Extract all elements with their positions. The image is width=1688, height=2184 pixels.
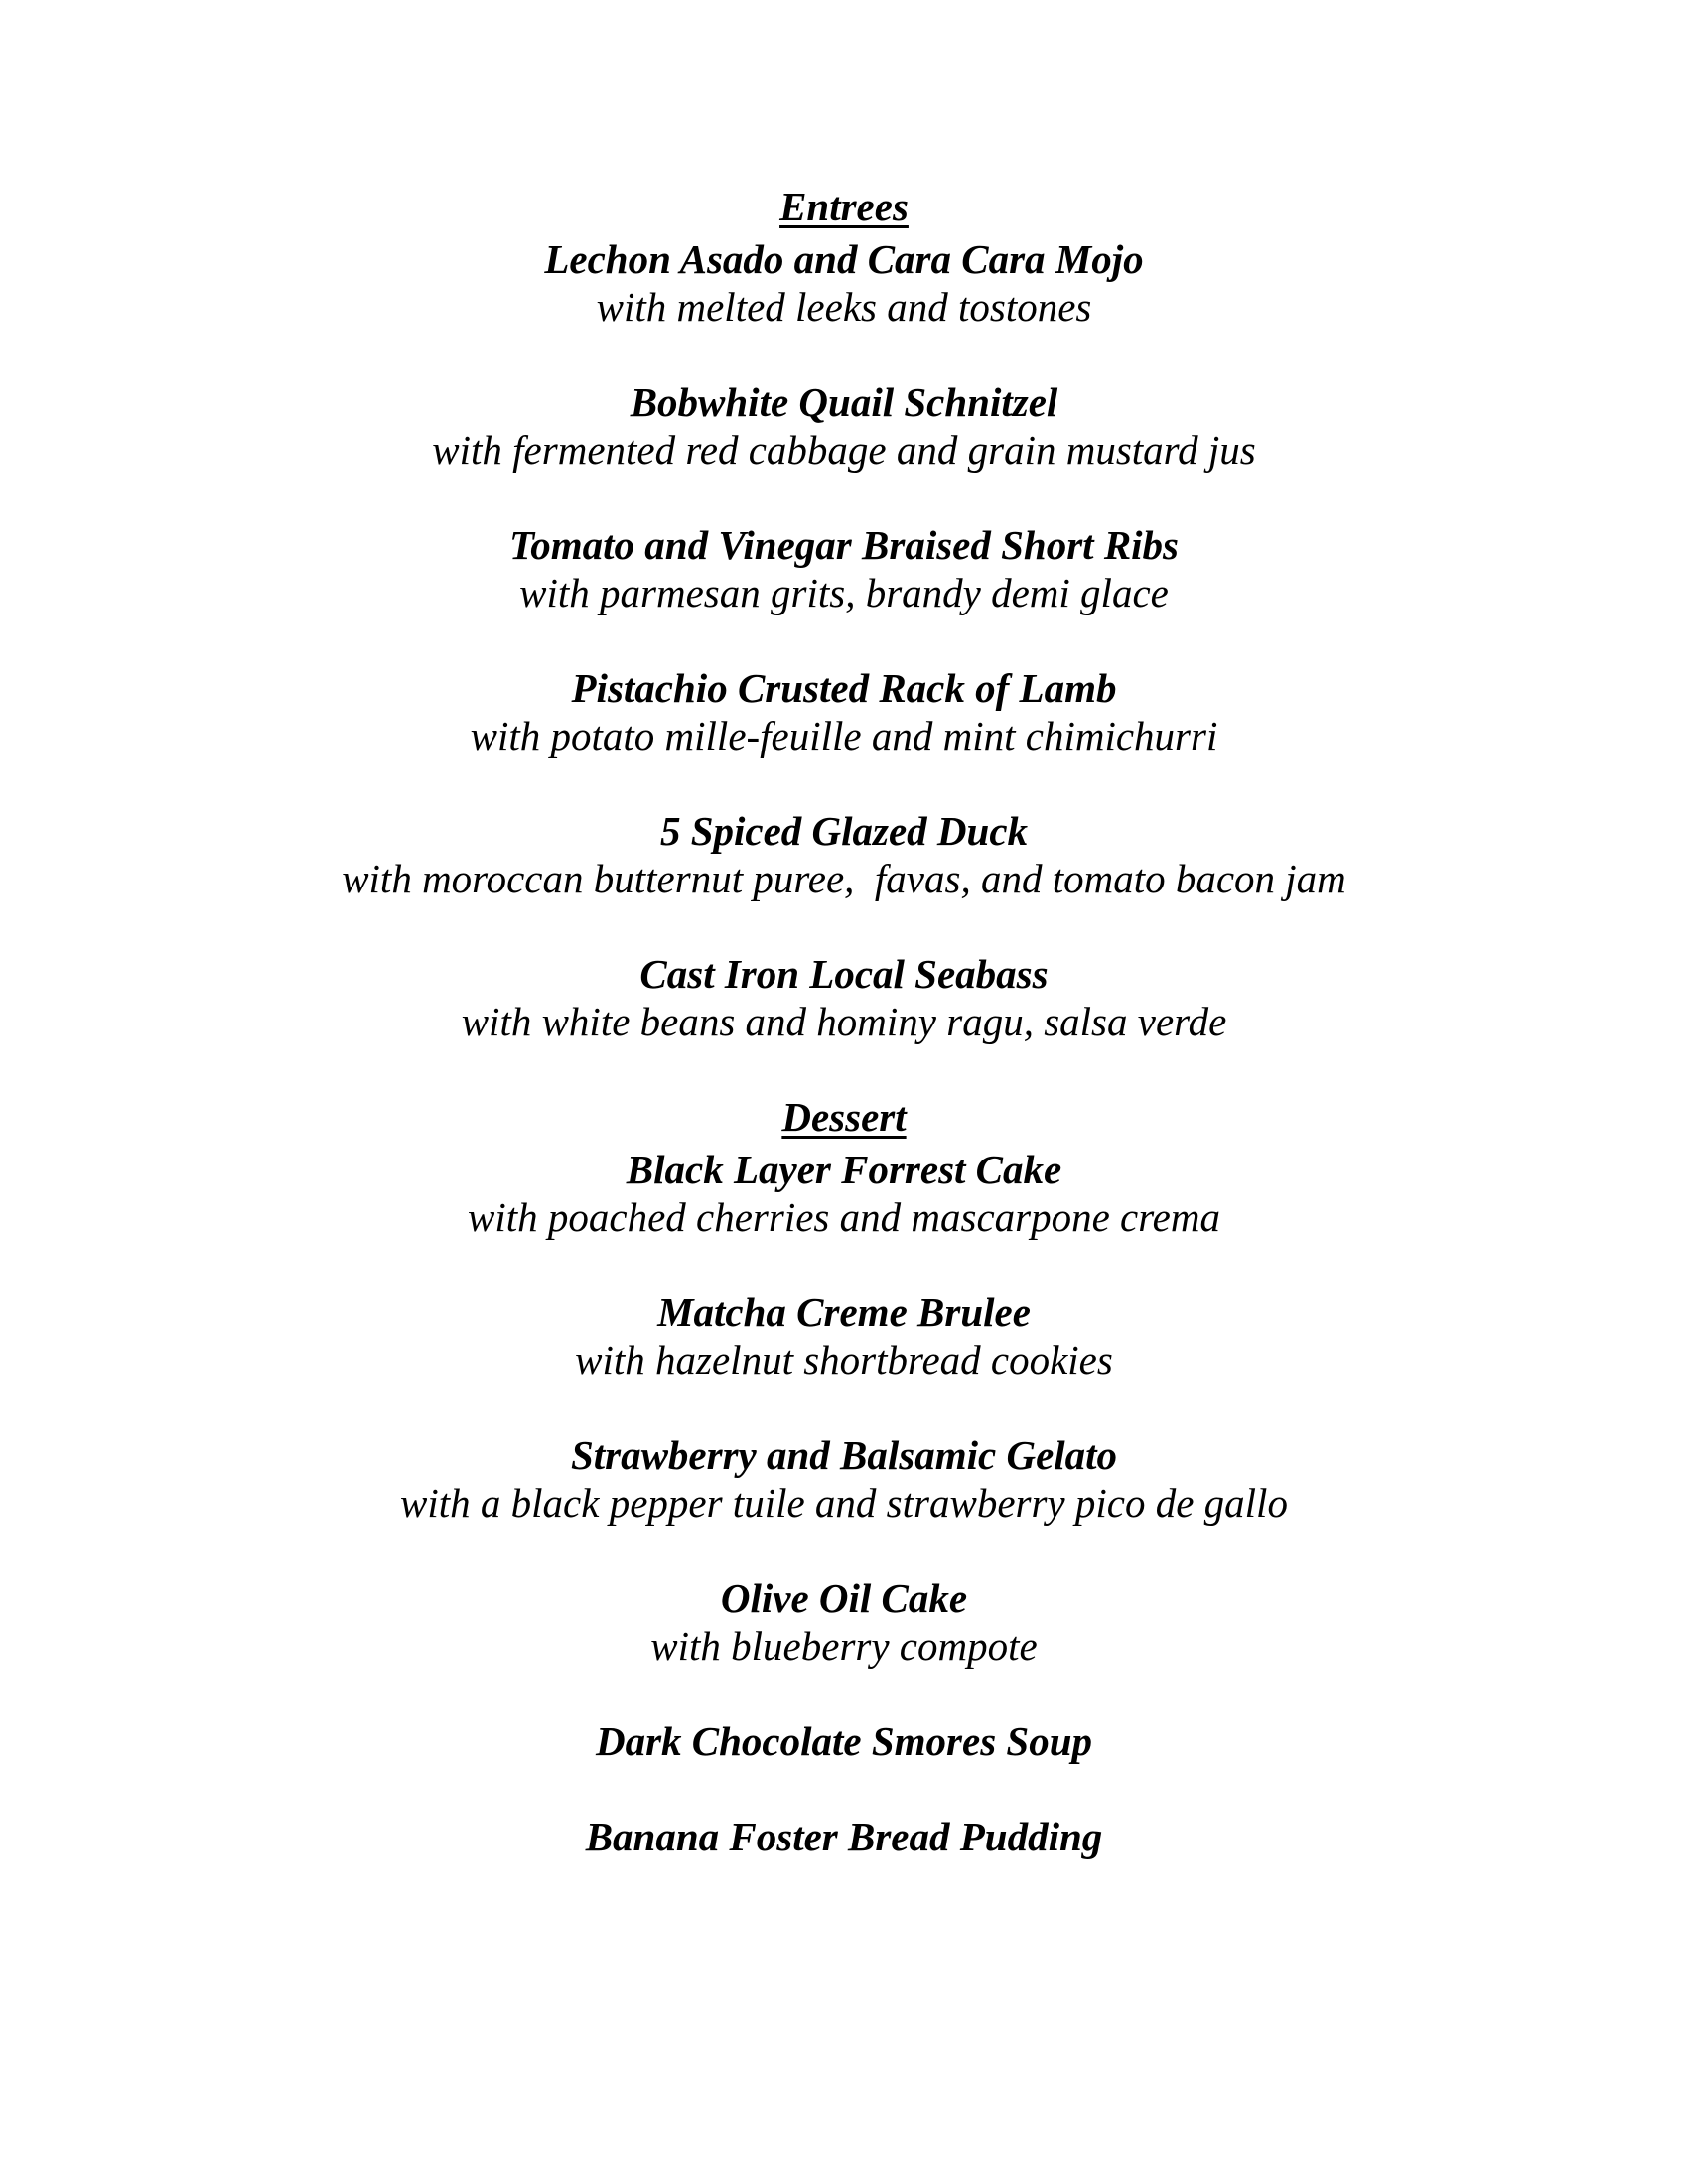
item-description: with melted leeks and tostones bbox=[596, 284, 1092, 330]
menu-item bbox=[149, 521, 1539, 616]
item-description: with potato mille-feuille and mint chimichurri bbox=[470, 713, 1218, 758]
item-name: Lechon Asado and Cara Cara Mojo bbox=[544, 236, 1144, 282]
item-name: Strawberry and Balsamic Gelato bbox=[570, 1433, 1118, 1478]
menu-item bbox=[149, 1289, 1539, 1384]
section-heading: Dessert bbox=[781, 1094, 907, 1140]
menu-item bbox=[149, 235, 1539, 331]
item-description: with blueberry compote bbox=[650, 1623, 1038, 1669]
item-name: Banana Foster Bread Pudding bbox=[585, 1814, 1103, 1859]
item-name: Tomato and Vinegar Braised Short Ribs bbox=[508, 522, 1180, 568]
item-description: with moroccan butternut puree, favas, and tomato bacon jam bbox=[342, 856, 1346, 901]
item-description: with fermented red cabbage and grain mustard jus bbox=[432, 427, 1256, 473]
item-description: with white beans and hominy ragu, salsa verde bbox=[461, 999, 1227, 1044]
item-name: Bobwhite Quail Schnitzel bbox=[630, 379, 1058, 425]
item-name: Black Layer Forrest Cake bbox=[626, 1147, 1062, 1192]
item-description: with a black pepper tuile and strawberry pico de gallo bbox=[400, 1480, 1288, 1526]
menu-item bbox=[149, 1574, 1539, 1670]
menu-item bbox=[149, 1717, 1539, 1765]
section-heading: Entrees bbox=[779, 184, 909, 229]
item-name: Dark Chocolate Smores Soup bbox=[595, 1718, 1093, 1764]
item-description: with poached cherries and mascarpone crema bbox=[468, 1194, 1220, 1240]
item-name: Matcha Creme Brulee bbox=[657, 1290, 1031, 1335]
item-name: Cast Iron Local Seabass bbox=[639, 951, 1049, 997]
menu-item bbox=[149, 1432, 1539, 1527]
menu-item bbox=[149, 664, 1539, 759]
item-description: with parmesan grits, brandy demi glace bbox=[519, 570, 1169, 615]
menu-item bbox=[149, 807, 1539, 902]
item-name: 5 Spiced Glazed Duck bbox=[659, 808, 1029, 854]
item-name: Olive Oil Cake bbox=[720, 1575, 968, 1621]
section-dessert bbox=[149, 1093, 1539, 1860]
menu-item bbox=[149, 378, 1539, 474]
item-description: with hazelnut shortbread cookies bbox=[575, 1337, 1113, 1383]
menu-item bbox=[149, 1146, 1539, 1241]
menu-item bbox=[149, 950, 1539, 1045]
section-entrees bbox=[149, 183, 1539, 1045]
item-name: Pistachio Crusted Rack of Lamb bbox=[571, 665, 1117, 711]
menu-item bbox=[149, 1813, 1539, 1860]
